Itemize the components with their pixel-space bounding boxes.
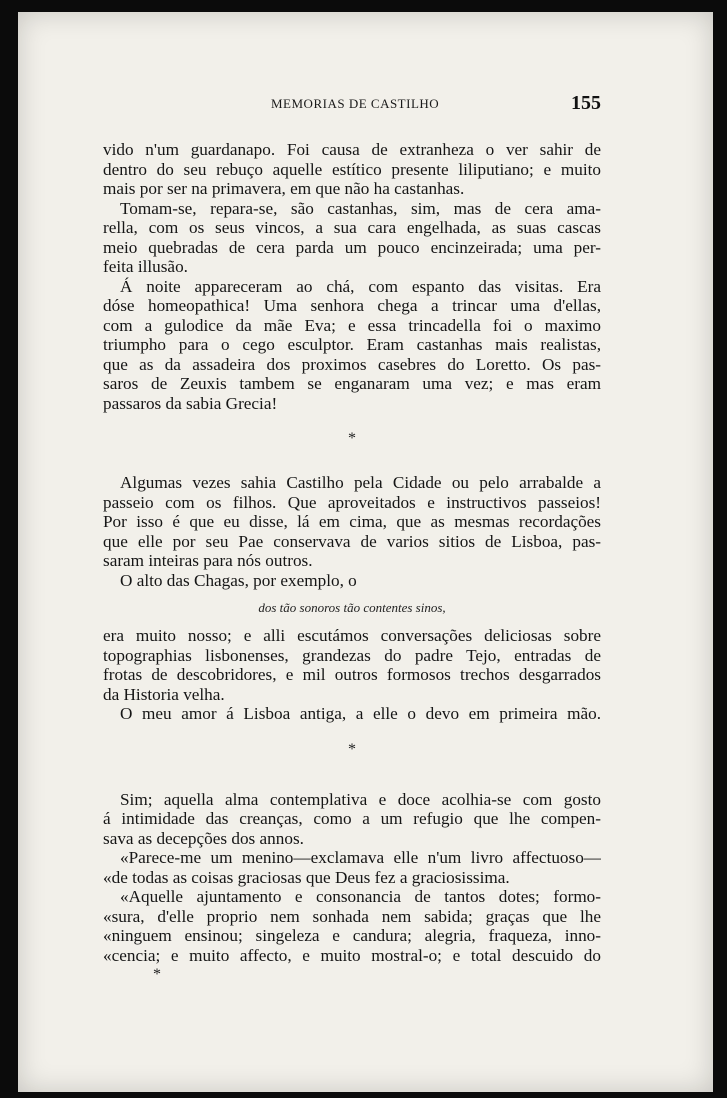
text-line: que elle por seu Pae conservava de varios sitios de Lisboa, pas- xyxy=(103,531,601,551)
text-line: meio quebradas de cera parda um pouco encinzeirada; uma per- xyxy=(103,237,601,257)
text-line: Sim; aquella alma contemplativa e doce acolhia-se com gosto xyxy=(120,789,601,809)
text-line: dóse homeopathica! Uma senhora chega a trincar uma d'ellas, xyxy=(103,296,601,315)
text-line: mais por ser na primavera, em que não ha castanhas. xyxy=(103,179,465,198)
paragraph xyxy=(103,626,601,704)
text-line: passaros da sabia Grecia! xyxy=(103,393,278,413)
text-line: «Parece-me um menino—exclamava elle n'um livro affectuoso— xyxy=(120,848,601,867)
running-head xyxy=(101,92,601,116)
text-line: da Historia velha. xyxy=(103,684,225,704)
paragraph xyxy=(103,140,601,199)
text-line: dentro do seu rebuço aquelle estítico presente liliputiano; e muito xyxy=(103,159,601,179)
text-line: saros de Zeuxis tambem se enganaram uma vez; e mas eram xyxy=(103,374,601,393)
text-line: vido n'um guardanapo. Foi causa de extranheza o ver sahir de xyxy=(103,140,601,159)
text-line: com a gulodice da mãe Eva; e essa trincadella foi o maximo xyxy=(103,315,601,335)
text-line: triumpho para o cego esculptor. Eram castanhas mais realistas, xyxy=(103,335,601,354)
text-line: Á noite appareceram ao chá, com espanto das visitas. Era xyxy=(120,276,601,296)
footer-mark: * xyxy=(153,966,161,983)
text-line: topographias lisbonenses, grandezas do padre Tejo, entradas de xyxy=(103,645,601,665)
paragraph xyxy=(103,473,601,571)
text-line: O meu amor á Lisboa antiga, a elle o devo em primeira mão. xyxy=(120,704,601,723)
text-line: sava as decepções dos annos. xyxy=(103,828,304,848)
book-page xyxy=(18,12,713,1092)
text-line: «ninguem ensinou; singeleza e candura; alegria, fraqueza, inno- xyxy=(103,926,601,945)
text-line: era muito nosso; e alli escutámos conversações deliciosas sobre xyxy=(103,626,601,645)
paragraph xyxy=(103,790,601,849)
text-line: «sura, d'elle proprio nem sonhada nem sabida; graças que lhe xyxy=(103,906,601,926)
page-number: 155 xyxy=(571,92,601,114)
body-text xyxy=(103,140,601,985)
text-line: Algumas vezes sahia Castilho pela Cidade ou pelo arrabalde a xyxy=(120,473,601,492)
section-ornament: * xyxy=(348,430,356,447)
text-line: que as da assadeira dos proximos casebres do Loretto. Os pas- xyxy=(103,354,601,374)
text-line: «cencia; e muito affecto, e muito mostral-o; e total descuido do xyxy=(103,945,601,965)
text-line: passeio com os filhos. Que aproveitados e instructivos passeios! xyxy=(103,492,601,512)
paragraph xyxy=(103,277,601,414)
text-line: Por isso é que eu disse, lá em cima, que as mesmas recordações xyxy=(103,512,601,531)
paragraph xyxy=(103,887,601,965)
text-line: O alto das Chagas, por exemplo, o xyxy=(120,570,357,590)
paragraph xyxy=(103,199,601,277)
text-line: Tomam-se, repara-se, são castanhas, sim, mas de cera ama- xyxy=(120,198,601,218)
paragraph xyxy=(103,571,601,591)
paragraph xyxy=(103,848,601,887)
running-title: MEMORIAS DE CASTILHO xyxy=(271,96,440,111)
text-line: á intimidade das creanças, como a um refugio que lhe compen- xyxy=(103,809,601,828)
text-line: feita illusão. xyxy=(103,257,188,276)
paragraph xyxy=(103,704,601,724)
text-line: «de todas as coisas graciosas que Deus fez a graciosissima. xyxy=(103,867,510,887)
text-line: «Aquelle ajuntamento e consonancia de tantos dotes; formo- xyxy=(120,887,601,906)
section-ornament: * xyxy=(348,740,356,758)
text-line: frotas de descobridores, e mil outros formosos trechos desgarrados xyxy=(103,665,601,684)
verse-quote: dos tão sonoros tão contentes sinos, xyxy=(258,600,446,615)
text-line: rella, com os seus vincos, a sua cara engelhada, as suas cascas xyxy=(103,218,601,237)
text-line: saram inteiras para nós outros. xyxy=(103,551,313,570)
